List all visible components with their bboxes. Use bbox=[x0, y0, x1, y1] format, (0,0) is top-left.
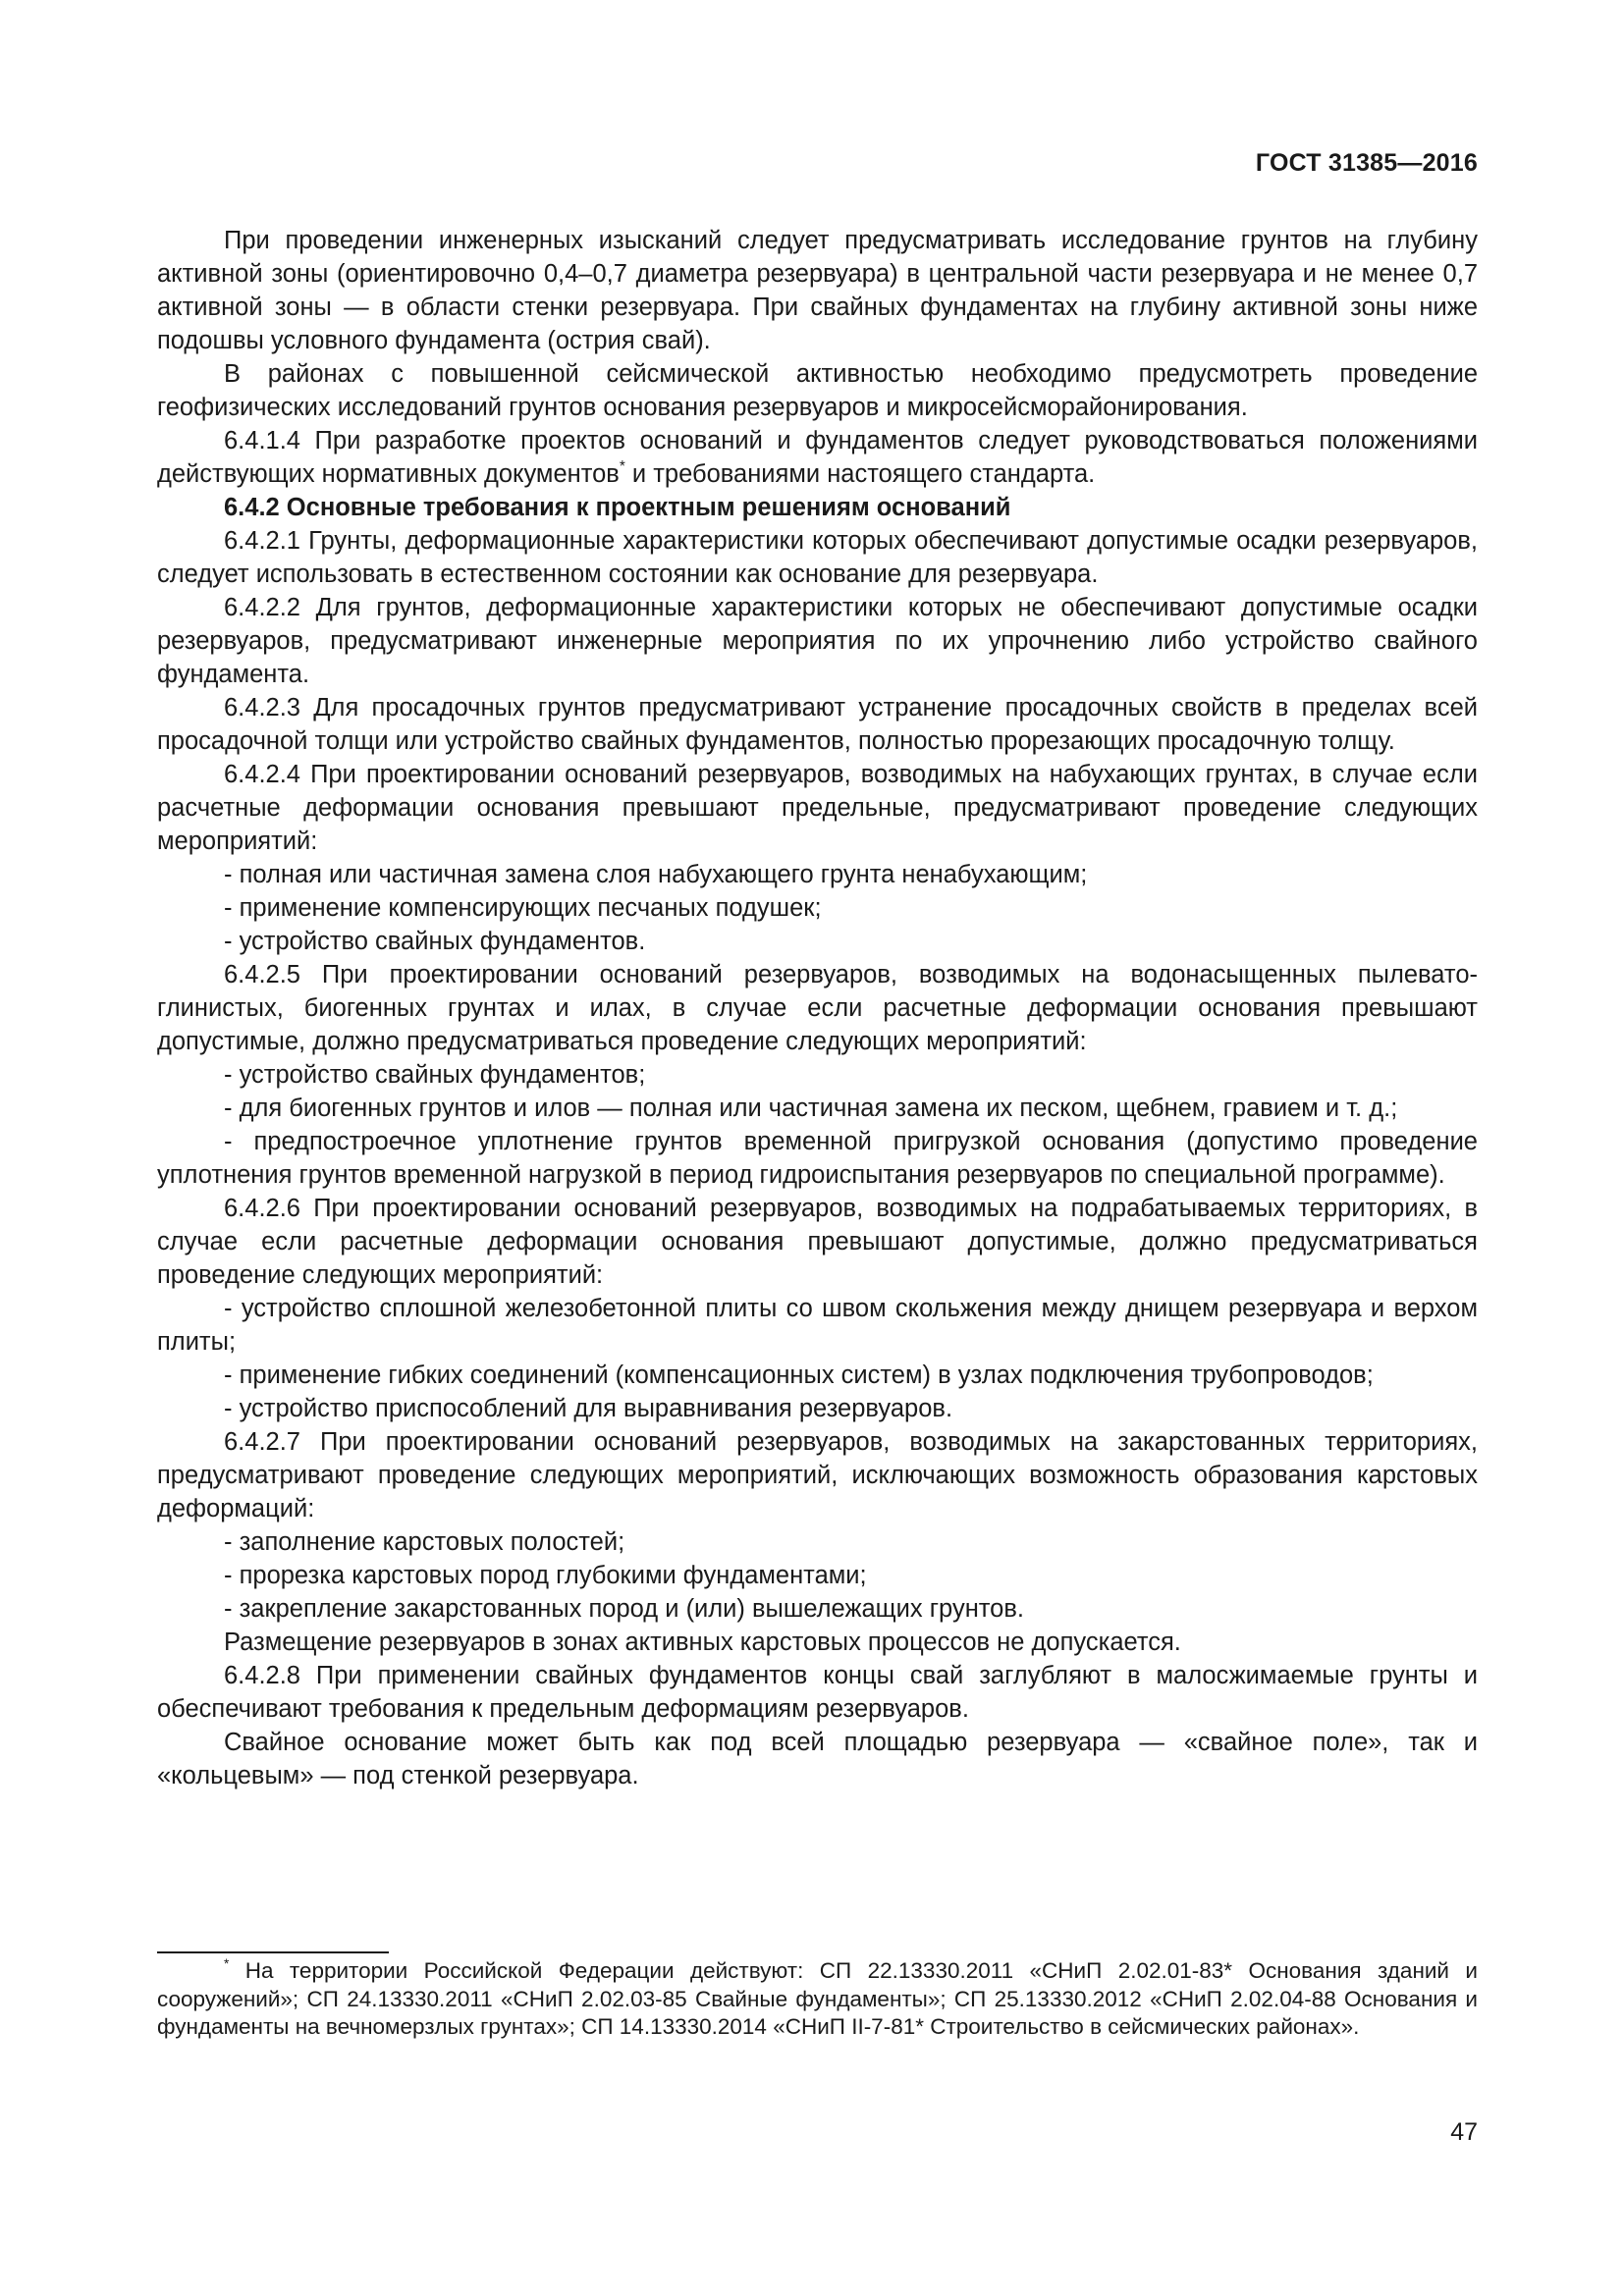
list-item: - устройство сплошной железобетонной плиты со швом скольжения между днищем резервуара и верхом плиты; bbox=[157, 1295, 1478, 1356]
paragraph-6-4-1-4 bbox=[157, 424, 1478, 491]
main-body-text bbox=[157, 224, 1478, 1792]
paragraph: 6.4.2.2 Для грунтов, деформационные характеристики которых не обеспечивают допустимые осадки резервуаров, предусматривают инженерные мероприятия по их упрочнению либо устройство свайного фундамента. bbox=[157, 594, 1478, 688]
paragraph: 6.4.2.6 При проектировании оснований резервуаров, возводимых на подрабатываемых территориях, в случае если расчетные деформации основания превышают допустимые, должно предусматриваться проведение следующих мероприятий: bbox=[157, 1195, 1478, 1289]
paragraph: 6.4.2.8 При применении свайных фундаментов концы свай заглубляют в малосжимаемые грунты и обеспечивают требования к предельным деформациям резервуаров. bbox=[157, 1662, 1478, 1723]
section-heading-6-4-2: 6.4.2 Основные требования к проектным решениям оснований bbox=[224, 494, 1011, 521]
list-item: - устройство свайных фундаментов; bbox=[224, 1061, 646, 1089]
list-item: - устройство приспособлений для выравнивания резервуаров. bbox=[224, 1395, 953, 1422]
list-item: - для биогенных грунтов и илов — полная или частичная замена их песком, щебнем, гравием и т. д.; bbox=[224, 1095, 1398, 1122]
paragraph: В районах с повышенной сейсмической активностью необходимо предусмотреть проведение геофизических исследований грунтов основания резервуаров и микросейсморайонирования. bbox=[157, 360, 1478, 421]
paragraph: 6.4.2.7 При проектировании оснований резервуаров, возводимых на закарстованных территориях, предусматривают проведение следующих мероприятий, исключающих возможность образования карстовых деформаций: bbox=[157, 1428, 1478, 1522]
list-item: - закрепление закарстованных пород и (или) вышележащих грунтов. bbox=[224, 1595, 1024, 1623]
document-standard-header: ГОСТ 31385—2016 bbox=[1255, 149, 1478, 177]
list-item: - устройство свайных фундаментов. bbox=[224, 928, 646, 955]
footnote bbox=[157, 1957, 1478, 2042]
paragraph: 6.4.2.3 Для просадочных грунтов предусматривают устранение просадочных свойств в пределах всей просадочной толщи или устройство свайных фундаментов, полностью прорезающих просадочную толщу. bbox=[157, 694, 1478, 755]
footnote-body: На территории Российской Федерации действуют: СП 22.13330.2011 «СНиП 2.02.01-83* Основания зданий и сооружений»; СП 24.13330.2011 «СНиП 2.02.03-85 Свайные фундаменты»; СП 25.13330.2012 «СНиП 2.02.04-88 Основания и фундаменты на вечномерзлых грунтах»; СП 14.13330.2014 «СНиП II-7-81* Строительство в сейсмических районах». bbox=[157, 1958, 1478, 2039]
paragraph-text-tail: и требованиями настоящего стандарта. bbox=[624, 460, 1096, 488]
footnote-marker: * bbox=[224, 1955, 230, 1971]
list-item: - заполнение карстовых полостей; bbox=[224, 1528, 625, 1556]
footnote-text bbox=[157, 1957, 1478, 2042]
list-item: - предпостроечное уплотнение грунтов временной пригрузкой основания (допустимо проведение уплотнения грунтов временной нагрузкой в период гидроиспытания резервуаров по специальной программе). bbox=[157, 1128, 1478, 1189]
footnote-divider bbox=[157, 1951, 389, 1953]
paragraph: 6.4.2.1 Грунты, деформационные характеристики которых обеспечивают допустимые осадки резервуаров, следует использовать в естественном состоянии как основание для резервуара. bbox=[157, 527, 1478, 588]
paragraph: 6.4.2.4 При проектировании оснований резервуаров, возводимых на набухающих грунтах, в случае если расчетные деформации основания превышают предельные, предусматривают проведение следующих мероприятий: bbox=[157, 761, 1478, 855]
list-item: - полная или частичная замена слоя набухающего грунта ненабухающим; bbox=[224, 861, 1088, 888]
footnote-reference: * bbox=[619, 457, 625, 475]
paragraph: Размещение резервуаров в зонах активных карстовых процессов не допускается. bbox=[224, 1629, 1181, 1656]
paragraph: Свайное основание может быть как под всей площадью резервуара — «свайное поле», так и «кольцевым» — под стенкой резервуара. bbox=[157, 1729, 1478, 1789]
list-item: - прорезка карстовых пород глубокими фундаментами; bbox=[224, 1562, 867, 1589]
list-item: - применение компенсирующих песчаных подушек; bbox=[224, 894, 822, 922]
paragraph: 6.4.2.5 При проектировании оснований резервуаров, возводимых на водонасыщенных пылевато-глинистых, биогенных грунтах и илах, в случае если расчетные деформации основания превышают допустимые, должно предусматриваться проведение следующих мероприятий: bbox=[157, 961, 1478, 1055]
paragraph-text: 6.4.1.4 При разработке проектов оснований и фундаментов следует руководствоваться положениями действующих нормативных документов bbox=[157, 427, 1478, 488]
page-number: 47 bbox=[1450, 2118, 1478, 2146]
list-item: - применение гибких соединений (компенсационных систем) в узлах подключения трубопроводов; bbox=[224, 1362, 1374, 1389]
paragraph: При проведении инженерных изысканий следует предусматривать исследование грунтов на глубину активной зоны (ориентировочно 0,4–0,7 диаметра резервуара) в центральной части резервуара и не менее 0,7 активной зоны — в области стенки резервуара. При свайных фундаментах на глубину активной зоны ниже подошвы условного фундамента (острия свай). bbox=[157, 227, 1478, 354]
